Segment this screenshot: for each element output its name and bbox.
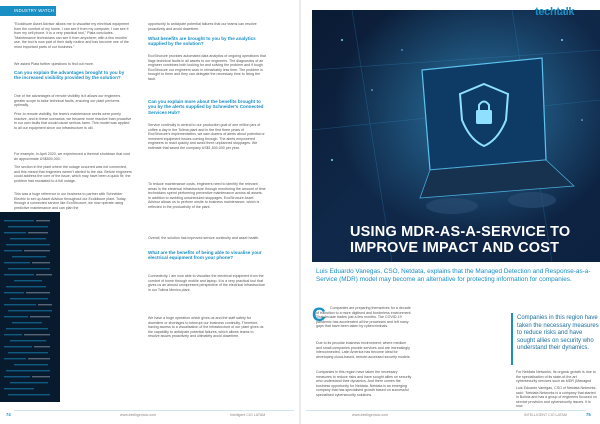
page-fold <box>299 0 301 424</box>
right-col2-para-1: Luis Eduardo Vanegas, CSO of Netdata Networks, said: "Netdata Networks is a company that started in Bolivia and has a group of engineers focused on service provision and cybersecurity issues. It is now <box>516 386 597 408</box>
left-col1-para-7: This was a huge reference in our business to partner with Schneider Electric to set up Asset Advisor throughout our Ecoldisure plant. Today, through a connected service like EcoStruxure, we now operate using predictive maintenance and can plan the <box>14 192 127 210</box>
left-col1-para-1: We asked Plata further questions to find out more. <box>14 62 94 66</box>
left-col1-para-4: Prior to remote visibility, the team's maintenance works were purely reactive, and in these scenarios, we became more reactive than proactive in our own faults that would cause serious harm. This model was applied to all our equipment since our infrastructure is old. <box>14 112 132 130</box>
article-subtitle: Luis Eduardo Vanegas, CSO, Netdata, explains that the Managed Detection and Response-as-a-Service (MDR) model may become an alternative for protecting information for companies. <box>316 268 591 283</box>
left-col1-para-5: For example, in April 2020, we experienced a thermal shutdown that cost an approximate US$500,000. <box>14 152 130 161</box>
right-col1-para-1: Due to its peculiar business environment, where medium and small companies provide services and are increasingly interconnected, Latin America has become ideal for developing cloud-based, remote-accessed security models. <box>316 341 411 359</box>
dropcap: C <box>312 305 326 326</box>
left-col1-para-0: "Ecoldisure Asset Advisor allows me to visualise my electrical equipment from the comfort of my home, I can see it from my computer, I can see it from my cell phone. It is a very practical tool," Plata concludes. "Maintenance technicians can see it from anywhere; with a few months' use, the tool is now part of their daily routine and has become one of the most important parts of our business." <box>14 22 130 49</box>
left-col2-para-2: EcoStruxure provides automated data analytics of ongoing operations that flags technical faults in all assets to our engineers. The diagnostics of an engineer combines both looking for and solving the problem and if tough EcoStruxure our engineers work in remarkably less time. The problem is brought to them and they can delegate the necessary time to fixing the fault. <box>148 54 266 81</box>
code-image <box>0 212 60 402</box>
left-footer-pub: Intelligent CIO LATAM <box>230 413 266 417</box>
left-col1-para-6: The section in the plant where the outage occurred was not connected, and this meant that engineers weren't alerted to the risk. Before engineers could address the core of the issue, which may have been a quick fix, the problem had escalated to a full outage. <box>14 165 132 183</box>
left-col2-para-9: We have a huge operation which gives us and the staff safety for downtime or shortages to interrupt our business continuity. Therefore, having access to a visualisation of the infrastructure of our plant gives us the capability to anticipate potential failures, which allows teams to resolve issues proactively and ultimately avoid downtime. <box>148 316 264 339</box>
left-col2-heading-3: Can you explain more about the benefits brought to you by the alerts supplied by Schneider's Connected Services Hub? <box>148 99 264 115</box>
right-footer-pub: INTELLIGENT CIO LATAM <box>524 413 567 417</box>
article-title: USING MDR-AS-A-SERVICE TO IMPROVE IMPACT AND COST <box>350 224 571 256</box>
left-footer-url: www.intelligentcio.com <box>120 413 157 417</box>
pull-quote: Companies in this region have taken the necessary measures to reduce risks and have sought allies on security who understand their dynamics. <box>517 315 599 352</box>
code-lines-graphic <box>0 212 60 402</box>
left-col2-para-0: opportunity to anticipate potential failures that our teams can resolve proactively and avoid downtime. <box>148 22 257 31</box>
pull-quote-bar <box>511 313 513 365</box>
left-col1-para-3: One of the advantages of remote visibility is it allows our engineers greater scope to tailor technical faults, ensuring our plant performs optimally. <box>14 94 121 108</box>
techtalk-logo: techtalk <box>535 6 575 18</box>
left-col2-heading-7: What are the benefits of being able to visualise your electrical equipment from your phone? <box>148 250 262 261</box>
left-col2-heading-1: What benefits are brought to you by the analytics supplied by the solution? <box>148 36 256 47</box>
left-col2-para-4: Service continuity is central to our production goal of one million jars of coffee a day in the Tolima plant and in the first three years of EcoStruxure's implementation, we saw dozens of alerts about potential or imminent equipment issues coming through. The alerts empowered engineers to react quickly and avoid three unplanned stoppages. We estimate that saved the company US$1,500,000 per year. <box>148 123 265 150</box>
right-footer-url: www.intelligentcio.com <box>352 413 389 417</box>
section-tag: INDUSTRY WATCH <box>0 6 56 16</box>
right-col1-para-2: Companies in this region have taken the necessary measures to reduce risks and have sought allies on security who understand their dynamics. And there comes the business opportunity for Netdata. Netdata is an emerging company that has specialised growth based on successful specialised cybersecurity solutions. <box>316 370 412 397</box>
right-col1-para-0: Companies are preparing themselves for a decade of transition to a more digitised and borderless environment. That decade trades just a few months. The COVID-19 pandemic has accelerated all the processes and left many gaps that have been taken by cybercriminals. <box>316 306 412 329</box>
right-footer-rule <box>306 410 586 411</box>
left-col2-para-8: Connectivity. I am now able to visualise the electrical equipment from the comfort of home through mobile and laptop. It is a very practical tool that gives us an almost omnipresent perspective of the electrical infrastructure in our Tolima Mexico plant. <box>148 274 266 292</box>
left-col1-heading-1: Can you explain the advantages brought to you by the increased visibility provided by the solution? <box>14 70 125 81</box>
left-col2-para-5: To reduce maintenance costs, engineers need to identify the relevant areas in the electrical infrastructure through monitoring the amount of time technicians spend performing preventive maintenance across all assets. In addition to avoiding unscheduled stoppages, EcoStruxure Asset Advisor allows us to perform onsite to business maintenance, which is reflected in the productivity of the plant. <box>148 182 266 209</box>
left-col2-para-6: Overall, the solution has improved service continuity and asset health. <box>148 236 260 240</box>
right-col2-para-0: For Netdata Networks, its organic growth is due to the specialisation of its state-of-the-art cybersecurity services such as MDR (Managed <box>516 370 596 384</box>
left-footer-rule <box>14 410 294 411</box>
left-page-number: 74 <box>6 412 11 417</box>
right-page-number: 75 <box>586 412 591 417</box>
